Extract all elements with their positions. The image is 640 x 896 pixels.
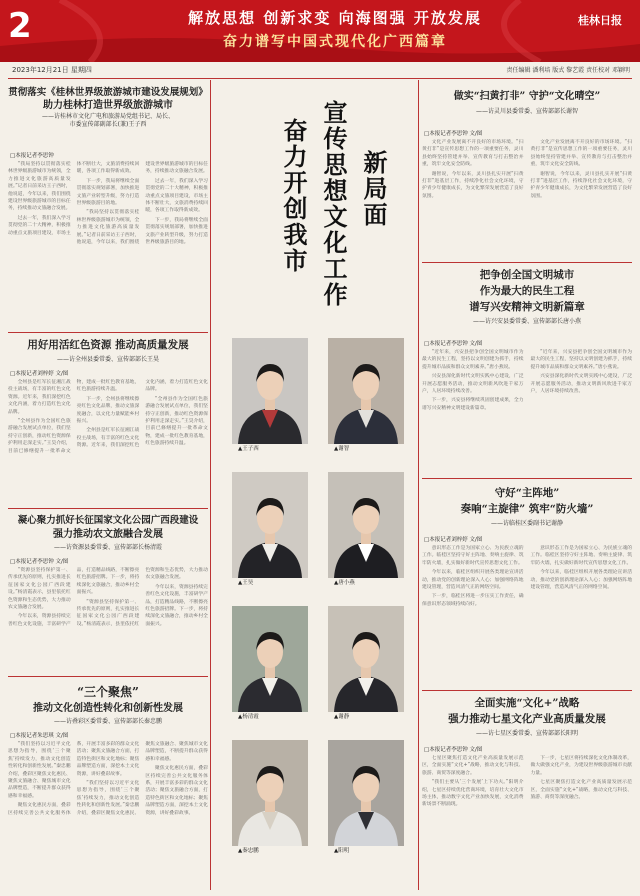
portrait-photo [232, 472, 308, 578]
article-5-para: 谢智说，今年以来，灵川县扎实开展“扫黄打非”进基层工作，持续净化社会文化环境，守护青少年健康成长，为文化繁荣发展营造了良好氛围。 [422, 171, 524, 199]
portrait-photo [328, 472, 404, 578]
article-2-para: 全州县是红军长征湘江战役主战场，有丰富的红色文化资源。近年来，我们深挖红色文化内涵，着力打造红色文化品牌。 [76, 380, 208, 449]
slogan-line-1: 解放思想 创新求变 向海图强 开放发展 [188, 9, 482, 27]
article-3-para: 今年以来，资源县持续完善红色文化设施，丰富研学产品，打造精品线路，不断擦亮红色旅游招牌。下一步，将持续深化文旅融合，推动乡村全面振兴。 [145, 584, 208, 627]
article-6-para: “近年来，兴安县把争创全国文明城市作为最大的民生工程，坚持以文明创建为抓手，持续提升城市品质和群众文明素养。”唐小燕说。 [422, 350, 524, 370]
article-1-body [8, 161, 208, 329]
portrait-photo [328, 338, 404, 444]
portrait-photo [328, 740, 404, 846]
article-6-title-line-1: 把争创全国文明城市 [479, 269, 575, 281]
article-3-reporter: □本报记者李思钟 文/图 [10, 559, 69, 565]
article-1-para: 下一步，我局将继续全面贯彻落实规划部署，加快推进文旅产业转型升级，努力打造世界级旅游目的地。 [76, 178, 140, 207]
article-2-para: 下一步，全州县将继续擦亮红色文化品牌，推动文旅深度融合，以文化力量赋能乡村振兴。 [76, 396, 140, 425]
article-5-reporter: □本报记者李思钟 文/图 [424, 131, 483, 137]
article-4-para: 聚焦文化惠民方面，叠彩区持续完善公共文化服务体系，开展丰富多彩的群众文化活动；聚焦文旅融合方面，打造特色街区和文化地标；聚焦品牌塑造方面，深挖本土文化资源，讲好叠彩故事。 [145, 766, 208, 816]
center-title-line-3: 奋力开创我市 [279, 118, 307, 274]
article-4-reporter: □本报记者朱思琪 文/图 [10, 733, 69, 739]
article-1-para: 过去一年，我们深入学习贯彻党的二十大精神，积极推动重点文旅项目建设，市场主体不断壮大，文旅消费持续回暖，各项工作取得新成效。 [8, 162, 140, 236]
article-8-body [422, 755, 632, 891]
article-6-para: 兴安县深化新时代文明实践中心建设，广泛开展志愿服务活动，推动文明新风吹进千家万户，人居环境持续改善。 [422, 374, 524, 395]
portrait-image [328, 740, 404, 846]
portrait-image [328, 606, 404, 712]
portrait-image [232, 472, 308, 578]
article-2-para: 全州县是红军长征湘江战役主战场，有丰富的红色文化资源。近年来，我们深挖红色文化内涵，着力打造红色文化品牌。 [8, 380, 71, 415]
portrait-grid [232, 338, 418, 878]
portrait-photo [232, 338, 308, 444]
article-5-body [422, 139, 632, 257]
portrait-caption: ▲唐小燕 [334, 580, 355, 586]
article-7-title-line-1: 守好“主阵地” [494, 487, 560, 499]
article-1-para: 下一步，我局将继续全面贯彻落实规划部署，加快推进文旅产业转型升级，努力打造世界级旅游目的地。 [145, 217, 208, 246]
article-1-title-line-1: 贯彻落实《桂林世界级旅游城市建设发展规划》 [8, 87, 208, 98]
article-2-para: “全州县作为全国红色旅游融合发展试点单位，我们坚持守正创新，推动红色资源保护利用走深走实。”王昊介绍，目前已修缮提升一批革命文物，建成一批红色教育基地，红色旅游持续升温。 [8, 380, 140, 454]
slogan-line-2: 奋力谱写中国式现代化广西篇章 [223, 34, 447, 50]
portrait-caption: ▲王子西 [238, 446, 259, 452]
article-8-para: 七星区聚焦打造文化产业高质量发展示范区，全面实施“文化+”战略，推动文化与科技、旅游、商贸等深度融合。 [422, 756, 524, 776]
article-2-byline: ——访全州县委常委、宣传部部长王昊 [56, 356, 159, 363]
article-6-body [422, 349, 632, 471]
article-3-title-line-2: 强力推动农文旅融合发展 [53, 529, 163, 540]
article-6-byline: ——访兴安县委常委、宣传部部长唐小燕 [472, 318, 581, 325]
portrait-image [328, 472, 404, 578]
article-7-para: 意识形态工作是为国家立心、为民族立魂的工作。临桂区坚持守好主阵地、奏响主旋律、筑牢防火墙，扎实做好新时代宣传思想文化工作。 [530, 546, 632, 566]
header-banner [0, 0, 640, 62]
center-title-line-2: 宣传思想文化工作 [319, 100, 347, 308]
article-8-para: 下一步，七星区将持续深化文化体制改革，做大做强文化产业，为建设世界级旅游城市贡献力量。 [530, 756, 632, 776]
article-7-body [422, 545, 632, 685]
article-7-byline: ——访临桂区委副书记谢静 [490, 520, 563, 527]
article-3-byline: ——访资源县委常委、宣传部部长杨清霞 [53, 544, 162, 551]
article-5-title: 做实“扫黄打非” 守护“文化晴空” [453, 91, 601, 102]
divider [422, 262, 632, 263]
article-5-para: 谢智说，今年以来，灵川县扎实开展“扫黄打非”进基层工作，持续净化社会文化环境，守护青少年健康成长，为文化繁荣发展营造了良好氛围。 [530, 171, 632, 199]
article-4-para: “我们坚持以习近平文化思想为指导，围绕‘三个聚焦’持续发力，推动文化创造性转化和创新性发展。”秦忠鹏介绍，叠彩区聚焦文化惠民、聚焦文旅融合、聚焦城市文化品牌塑造，不断提升群众获得感和幸福感。 [8, 742, 71, 799]
article-2-para: “全州县作为全国红色旅游融合发展试点单位，我们坚持守正创新，推动红色资源保护利用走深走实。”王昊介绍，目前已修缮提升一批革命文物，建成一批红色教育基地，红色旅游持续升温。 [145, 396, 208, 447]
article-1-byline-1: ——访桂林市文化广电和旅游局党组书记、局长、 [41, 113, 174, 120]
portrait-caption: ▲秦忠鹏 [238, 848, 259, 854]
article-7-para: 今年以来，临桂区组织开展各类理论宣讲活动，推动党的创新理论深入人心；加强网络阵地建设管理，营造风清气正的网络空间。 [530, 570, 632, 591]
article-6-title-line-3: 谱写兴安精神文明新篇章 [469, 301, 585, 313]
page-number: 2 [8, 6, 32, 46]
article-8-title-line-2: 强力推动七星文化产业高质量发展 [448, 713, 606, 725]
article-3-body [8, 567, 208, 675]
divider [8, 508, 208, 509]
article-8-para: 七星区聚焦打造文化产业高质量发展示范区，全面实施“文化+”战略，推动文化与科技、旅游、商贸等深度融合。 [530, 780, 632, 801]
column-divider-right [418, 80, 419, 890]
divider [8, 332, 208, 333]
article-7-reporter: □本报记者刘梓婷 文/图 [424, 537, 483, 543]
portrait-caption: ▲谢静 [334, 714, 350, 720]
article-8-title-line-1: 全面实施“文化+”战略 [474, 697, 580, 709]
portrait-image [232, 338, 308, 444]
masthead: 桂林日报 [578, 14, 622, 27]
article-1-para: “我局坚持以贯彻落实桂林世界级旅游城市为统领，全力推进文化旅游高质量发展。”记者日前采访王子西时，他说道，今年以来，我们围绕建设世界级旅游城市的目标任务，持续推动文旅融合发展。 [76, 162, 208, 246]
article-3-para: 今年以来，资源县持续完善红色文化设施，丰富研学产品，打造精品线路，不断擦亮红色旅游招牌。下一步，将持续深化文旅融合，推动乡村全面振兴。 [8, 568, 140, 627]
article-3-para: “资源县坚持保护第一、传承优先的原则，扎实推进长征国家文化公园广西段建设。”杨清霞表示，县里依托红色资源和生态优势，大力推动农文旅融合发展。 [8, 568, 71, 611]
portrait-image [232, 740, 308, 846]
article-1 [8, 86, 208, 129]
article-6-para: “近年来，兴安县把争创全国文明城市作为最大的民生工程，坚持以文明创建为抓手，持续提升城市品质和群众文明素养。”唐小燕说。 [530, 350, 632, 370]
article-5-para: 文化产业发展离不开良好的市场环境。“扫黄打非”是宣传思想工作的一项重要任务，灵川县始终坚持管建并举、宣传教育与打击整治并重，筑牢文化安全防线。 [422, 140, 524, 168]
article-5-byline: ——访灵川县委常委、宣传部部长谢智 [475, 108, 578, 115]
portrait-caption: ▲谢智 [334, 446, 350, 452]
article-1-reporter: □本报记者李思钟 [10, 153, 54, 159]
portrait-image [328, 338, 404, 444]
article-1-para: “我局坚持以贯彻落实桂林世界级旅游城市为统领，全力推进文化旅游高质量发展。”记者日前采访王子西时，他说道，今年以来，我们围绕建设世界级旅游城市的目标任务，持续推动文旅融合发展。 [8, 162, 71, 212]
portrait-caption: ▲王昊 [238, 580, 254, 586]
article-2-body [8, 379, 208, 507]
article-1-para: 过去一年，我们深入学习贯彻党的二十大精神，积极推动重点文旅项目建设，市场主体不断壮大，文旅消费持续回暖，各项工作取得新成效。 [145, 178, 208, 214]
article-2-reporter: □本报记者刘梓婷 文/图 [10, 371, 69, 377]
column-divider-left [210, 80, 211, 890]
divider [8, 676, 208, 677]
divider [422, 690, 632, 691]
article-8-byline: ——访七星区委常委、宣传部部长阳明 [475, 730, 578, 737]
article-4-body [8, 741, 208, 889]
article-4-para: 聚焦文化惠民方面，叠彩区持续完善公共文化服务体系，开展丰富多彩的群众文化活动；聚焦文旅融合方面，打造特色街区和文化地标；聚焦品牌塑造方面，深挖本土文化资源，讲好叠彩故事。 [8, 742, 140, 816]
portrait-photo [328, 606, 404, 712]
center-title-line-1: 新局面 [359, 150, 387, 228]
article-8-reporter: □本报记者李思钟 文/图 [424, 747, 483, 753]
portrait-photo [232, 740, 308, 846]
portrait-caption: ▲杨清霞 [238, 714, 259, 720]
article-7-title-line-2: 奏响“主旋律” 筑牢“防火墙” [460, 503, 594, 515]
article-4-byline: ——访叠彩区委常委、宣传部部长秦忠鹏 [53, 718, 162, 725]
article-1-byline-2: 市委宣传部副部长(兼)王子西 [69, 121, 147, 128]
portrait-photo [232, 606, 308, 712]
article-7-para: 今年以来，临桂区组织开展各类理论宣讲活动，推动党的创新理论深入人心；加强网络阵地建设管理，营造风清气正的网络空间。 [422, 570, 524, 591]
portrait-caption: ▲阳明 [334, 848, 350, 854]
portrait-image [232, 606, 308, 712]
article-6-para: 下一步，兴安县将继续巩固创建成果，全力谱写兴安精神文明建设新篇章。 [422, 398, 524, 411]
article-7-para: 意识形态工作是为国家立心、为民族立魂的工作。临桂区坚持守好主阵地、奏响主旋律、筑牢防火墙，扎实做好新时代宣传思想文化工作。 [422, 546, 524, 566]
article-6-reporter: □本报记者李思钟 文/图 [424, 341, 483, 347]
article-2-title: 用好用活红色资源 推动高质量发展 [27, 339, 189, 351]
article-3-title-line-1: 凝心聚力抓好长征国家文化公园广西段建设 [17, 515, 199, 526]
article-7-para: 下一步，临桂区将进一步压实工作责任，确保意识形态领域持续向好。 [422, 594, 524, 607]
article-1-title-line-2: 助力桂林打造世界级旅游城市 [43, 100, 173, 111]
article-4-title-line-2: 推动文化创造性转化和创新性发展 [33, 703, 183, 714]
article-4-para: “我们坚持以习近平文化思想为指导，围绕‘三个聚焦’持续发力，推动文化创造性转化和创新性发展。”秦忠鹏介绍，叠彩区聚焦文化惠民、聚焦文旅融合、聚焦城市文化品牌塑造，不断提升群众获得感和幸福感。 [76, 742, 208, 816]
divider [422, 478, 632, 479]
article-5-para: 文化产业发展离不开良好的市场环境。“扫黄打非”是宣传思想工作的一项重要任务，灵川县始终坚持管建并举、宣传教育与打击整治并重，筑牢文化安全防线。 [530, 140, 632, 168]
article-6-title-line-2: 作为最大的民生工程 [479, 285, 575, 297]
article-3-para: “资源县坚持保护第一、传承优先的原则，扎实推进长征国家文化公园广西段建设。”杨清霞表示，县里依托红色资源和生态优势，大力推动农文旅融合发展。 [76, 568, 208, 627]
issue-date: 2023年12月21日 星期四 [12, 66, 92, 74]
article-6-para: 兴安县深化新时代文明实践中心建设，广泛开展志愿服务活动，推动文明新风吹进千家万户，人居环境持续改善。 [530, 374, 632, 395]
editor-credits: 责任编辑 潘利培 版式 黎艺霞 责任校对 邓颖明 [506, 67, 630, 74]
article-8-para: “我们主要从‘三个发展’上下功夫。”阳明介绍，七星区持续优化营商环境，培育壮大文化市场主体，推动数字文化产业加快发展，文化消费新场景不断涌现。 [422, 780, 524, 808]
article-4-title: “三个聚焦” [77, 685, 139, 699]
top-rule [8, 78, 632, 79]
